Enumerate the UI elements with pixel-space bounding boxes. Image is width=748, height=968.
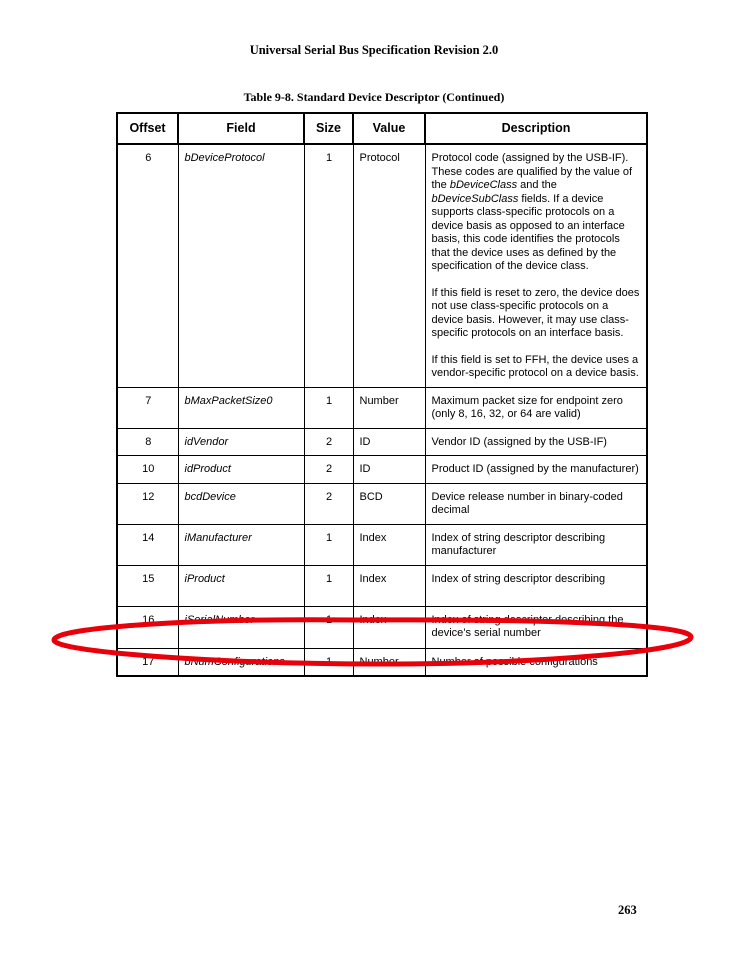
size-cell: 2 [304,428,353,456]
size-cell: 1 [304,565,353,606]
field-cell: iSerialNumber [178,606,304,648]
description-text: and the [517,179,557,191]
offset-cell: 15 [117,565,178,606]
field-cell: bDeviceProtocol [178,144,304,387]
description-cell [425,144,647,387]
offset-cell: 7 [117,387,178,428]
table-row [117,524,647,565]
field-cell: bMaxPacketSize0 [178,387,304,428]
column-header-size: Size [304,113,353,144]
size-cell: 1 [304,606,353,648]
table-row [117,483,647,524]
column-header-value: Value [353,113,425,144]
table-row-highlighted [117,606,647,648]
column-header-field: Field [178,113,304,144]
description-paragraph: If this field is set to FFH, the device uses a vendor-specific protocol on a device basis. [431,353,639,379]
description-cell: Device release number in binary-coded decimal [425,483,647,524]
field-cell: iProduct [178,565,304,606]
offset-cell: 16 [117,606,178,648]
field-cell: idVendor [178,428,304,456]
description-field-ref: bDeviceClass [449,179,518,191]
description-cell: Index of string descriptor describing the device’s serial number [425,606,647,648]
value-cell: Index [353,606,425,648]
offset-cell: 8 [117,428,178,456]
description-cell: Vendor ID (assigned by the USB-IF) [425,428,647,456]
field-cell: idProduct [178,456,304,484]
value-cell: ID [353,456,425,484]
description-text: fields. If a device supports class-specific protocols on a device basis as opposed to an interface basis, this code identifies the protocols that the device uses as defined by the specification of the device class. [431,192,625,272]
offset-cell: 17 [117,648,178,676]
size-cell: 1 [304,524,353,565]
column-header-offset: Offset [117,113,178,144]
description-cell: Number of possible configurations [425,648,647,676]
descriptor-table [116,112,648,677]
field-cell: iManufacturer [178,524,304,565]
description-field-ref: bDeviceSubClass [431,192,519,205]
description-cell: Product ID (assigned by the manufacturer) [425,456,647,484]
table-row [117,387,647,428]
value-cell: BCD [353,483,425,524]
column-header-description: Description [425,113,647,144]
table-row [117,565,647,606]
table-row [117,428,647,456]
table-row [117,648,647,676]
description-cell: Index of string descriptor describing [425,565,647,606]
description-text: Protocol code (assigned by the USB-IF). These codes are qualified by the value of the [431,152,633,191]
value-cell: ID [353,428,425,456]
value-cell: Index [353,524,425,565]
description-cell: Maximum packet size for endpoint zero (only 8, 16, 32, or 64 are valid) [425,387,647,428]
field-cell: bcdDevice [178,483,304,524]
offset-cell: 14 [117,524,178,565]
size-cell: 1 [304,144,353,387]
size-cell: 1 [304,387,353,428]
table-caption: Table 9-8. Standard Device Descriptor (Continued) [243,90,505,104]
table-header-row [117,113,647,144]
table-row [117,456,647,484]
description-paragraph: If this field is reset to zero, the device does not use class-specific protocols on a device basis. However, it may use class-specific protocols on an interface basis. [431,286,640,339]
offset-cell: 10 [117,456,178,484]
size-cell: 2 [304,456,353,484]
value-cell: Number [353,387,425,428]
description-paragraph [432,152,642,274]
running-header: Universal Serial Bus Specification Revision 2.0 [249,43,499,57]
page-number: 263 [618,903,637,917]
offset-cell: 6 [117,144,178,387]
value-cell: Number [353,648,425,676]
table-row [117,144,647,387]
offset-cell: 12 [117,483,178,524]
description-cell: Index of string descriptor describing manufacturer [425,524,647,565]
size-cell: 2 [304,483,353,524]
field-cell: bNumConfigurations [178,648,304,676]
size-cell: 1 [304,648,353,676]
value-cell: Index [353,565,425,606]
value-cell: Protocol [353,144,425,387]
